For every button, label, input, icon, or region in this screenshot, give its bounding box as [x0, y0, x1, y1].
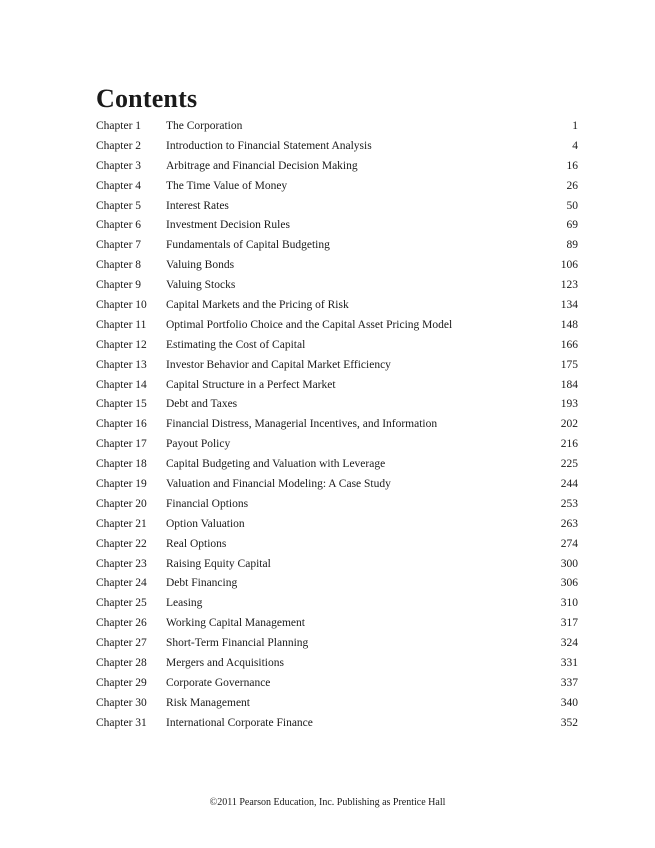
- toc-entry: [96, 535, 578, 555]
- toc-entry: [96, 634, 578, 654]
- toc-chapter-label: Chapter 28: [96, 657, 147, 670]
- toc-chapter-label: Chapter 26: [96, 617, 147, 630]
- toc-chapter-label: Chapter 22: [96, 537, 147, 550]
- toc-chapter-title: Working Capital Management: [166, 617, 305, 630]
- toc-entry: [96, 455, 578, 475]
- toc-chapter-label: Chapter 1: [96, 120, 142, 132]
- toc-chapter-title: Debt and Taxes: [166, 398, 238, 411]
- toc-chapter-label: Chapter 13: [96, 358, 147, 371]
- toc-chapter-label: Chapter 9: [96, 279, 142, 292]
- toc-chapter-label: Chapter 31: [96, 716, 147, 729]
- toc-chapter-label: Chapter 2: [96, 139, 142, 152]
- toc-chapter-label: Chapter 23: [96, 557, 147, 570]
- toc-chapter-title: Leasing: [166, 597, 203, 610]
- toc-chapter-title: Raising Equity Capital: [166, 557, 271, 570]
- toc-entry: [96, 137, 578, 157]
- toc-chapter-label: Chapter 8: [96, 259, 142, 272]
- toc-chapter-label: Chapter 16: [96, 418, 147, 431]
- toc-page-number: 1: [572, 120, 578, 132]
- toc-chapter-title: Valuing Bonds: [166, 259, 235, 272]
- toc-entry: [96, 236, 578, 256]
- toc-chapter-label: Chapter 25: [96, 597, 147, 610]
- toc-chapter-label: Chapter 20: [96, 497, 147, 510]
- toc-chapter-title: Optimal Portfolio Choice and the Capital Asset Pricing Model: [166, 318, 453, 331]
- toc-chapter-label: Chapter 6: [96, 219, 142, 232]
- toc-page-number: 16: [566, 159, 578, 172]
- toc-chapter-label: Chapter 11: [96, 318, 147, 331]
- toc-chapter-title: International Corporate Finance: [166, 716, 313, 729]
- toc-chapter-label: Chapter 10: [96, 299, 147, 312]
- toc-page-number: 148: [560, 318, 578, 331]
- toc-page-number: 317: [560, 617, 578, 630]
- toc-chapter-label: Chapter 15: [96, 398, 147, 411]
- toc-chapter-label: Chapter 30: [96, 696, 147, 709]
- toc-entry: [96, 276, 578, 296]
- toc-entry: [96, 197, 578, 217]
- toc-chapter-label: Chapter 19: [96, 478, 147, 491]
- toc-entry: [96, 614, 578, 634]
- toc-entry: [96, 157, 578, 177]
- toc-chapter-label: Chapter 5: [96, 199, 142, 212]
- toc-chapter-label: Chapter 29: [96, 676, 147, 689]
- toc-chapter-title: Payout Policy: [166, 438, 231, 451]
- toc-page-number: 50: [566, 199, 578, 212]
- toc-page-number: 184: [560, 378, 578, 391]
- toc-chapter-title: Fundamentals of Capital Budgeting: [166, 239, 330, 252]
- toc-page-number: 225: [560, 458, 578, 471]
- toc-chapter-title: Introduction to Financial Statement Analysis: [166, 139, 372, 152]
- toc-chapter-label: Chapter 24: [96, 577, 147, 590]
- toc-entry: [96, 177, 578, 197]
- toc-page-number: 324: [560, 637, 578, 650]
- toc-chapter-title: Option Valuation: [166, 517, 245, 530]
- toc-page-number: 352: [560, 716, 578, 729]
- toc-chapter-title: Capital Budgeting and Valuation with Leverage: [166, 458, 386, 471]
- toc-entry: [96, 296, 578, 316]
- toc-page-number: 166: [560, 338, 578, 351]
- toc-entry: [96, 594, 578, 614]
- toc-chapter-title: Valuation and Financial Modeling: A Case Study: [166, 478, 391, 491]
- toc-page-number: 106: [560, 259, 578, 272]
- toc-chapter-label: Chapter 18: [96, 458, 147, 471]
- toc-page-number: 216: [560, 438, 578, 451]
- toc-entry: [96, 435, 578, 455]
- toc-page-number: 26: [566, 179, 578, 192]
- toc-page-number: 310: [560, 597, 578, 610]
- table-of-contents: [96, 117, 578, 734]
- toc-page-number: 306: [560, 577, 578, 590]
- toc-chapter-label: Chapter 3: [96, 159, 142, 172]
- toc-chapter-title: Short-Term Financial Planning: [166, 637, 309, 650]
- toc-chapter-label: Chapter 4: [96, 179, 142, 192]
- toc-entry: [96, 117, 578, 137]
- toc-entry: [96, 654, 578, 674]
- toc-entry: [96, 415, 578, 435]
- toc-entry: [96, 674, 578, 694]
- toc-chapter-title: Interest Rates: [166, 199, 229, 212]
- toc-page-number: 340: [560, 696, 578, 709]
- toc-entry: [96, 395, 578, 415]
- toc-chapter-title: Capital Structure in a Perfect Market: [166, 378, 336, 391]
- toc-chapter-title: The Time Value of Money: [166, 179, 288, 192]
- toc-entry: [96, 515, 578, 535]
- toc-chapter-title: Corporate Governance: [166, 676, 271, 689]
- toc-entry: [96, 714, 578, 734]
- toc-page-number: 89: [566, 239, 578, 252]
- toc-entry: [96, 336, 578, 356]
- toc-chapter-title: The Corporation: [166, 120, 243, 132]
- toc-chapter-label: Chapter 7: [96, 239, 142, 252]
- page-title: Contents: [96, 84, 198, 113]
- toc-page-number: 274: [560, 537, 578, 550]
- toc-chapter-label: Chapter 14: [96, 378, 147, 391]
- toc-page-number: 244: [560, 478, 578, 491]
- toc-entry: [96, 376, 578, 396]
- copyright-footer: ©2011 Pearson Education, Inc. Publishing as Prentice Hall: [209, 797, 446, 808]
- toc-chapter-title: Investor Behavior and Capital Market Efficiency: [166, 358, 391, 371]
- toc-page-number: 193: [560, 398, 578, 411]
- toc-chapter-title: Capital Markets and the Pricing of Risk: [166, 299, 349, 312]
- toc-page-number: 253: [560, 497, 578, 510]
- toc-page-number: 263: [560, 517, 578, 530]
- toc-page-number: 123: [560, 279, 578, 292]
- toc-chapter-title: Arbitrage and Financial Decision Making: [166, 159, 358, 172]
- toc-page-number: 202: [560, 418, 578, 431]
- toc-page-number: 69: [566, 219, 578, 232]
- toc-chapter-title: Investment Decision Rules: [166, 219, 290, 232]
- toc-entry: [96, 574, 578, 594]
- toc-chapter-title: Risk Management: [166, 696, 250, 709]
- toc-entry: [96, 316, 578, 336]
- toc-chapter-title: Estimating the Cost of Capital: [166, 338, 306, 351]
- toc-page-number: 134: [560, 299, 578, 312]
- toc-chapter-label: Chapter 12: [96, 338, 147, 351]
- toc-chapter-title: Debt Financing: [166, 577, 238, 590]
- toc-entry: [96, 555, 578, 575]
- toc-page-number: 331: [560, 657, 578, 670]
- toc-entry: [96, 356, 578, 376]
- toc-chapter-label: Chapter 17: [96, 438, 147, 451]
- toc-entry: [96, 256, 578, 276]
- toc-chapter-title: Real Options: [166, 537, 227, 550]
- toc-entry: [96, 216, 578, 236]
- toc-page-number: 337: [560, 676, 578, 689]
- toc-chapter-title: Financial Options: [166, 497, 249, 510]
- toc-page-number: 4: [572, 139, 578, 152]
- toc-chapter-title: Mergers and Acquisitions: [166, 657, 284, 670]
- toc-entry: [96, 475, 578, 495]
- toc-page-number: 300: [560, 557, 578, 570]
- toc-entry: [96, 495, 578, 515]
- toc-chapter-title: Valuing Stocks: [166, 279, 236, 292]
- toc-page-number: 175: [560, 358, 578, 371]
- toc-chapter-label: Chapter 27: [96, 637, 147, 650]
- toc-chapter-title: Financial Distress, Managerial Incentives, and Information: [166, 418, 438, 431]
- toc-chapter-label: Chapter 21: [96, 517, 147, 530]
- toc-entry: [96, 694, 578, 714]
